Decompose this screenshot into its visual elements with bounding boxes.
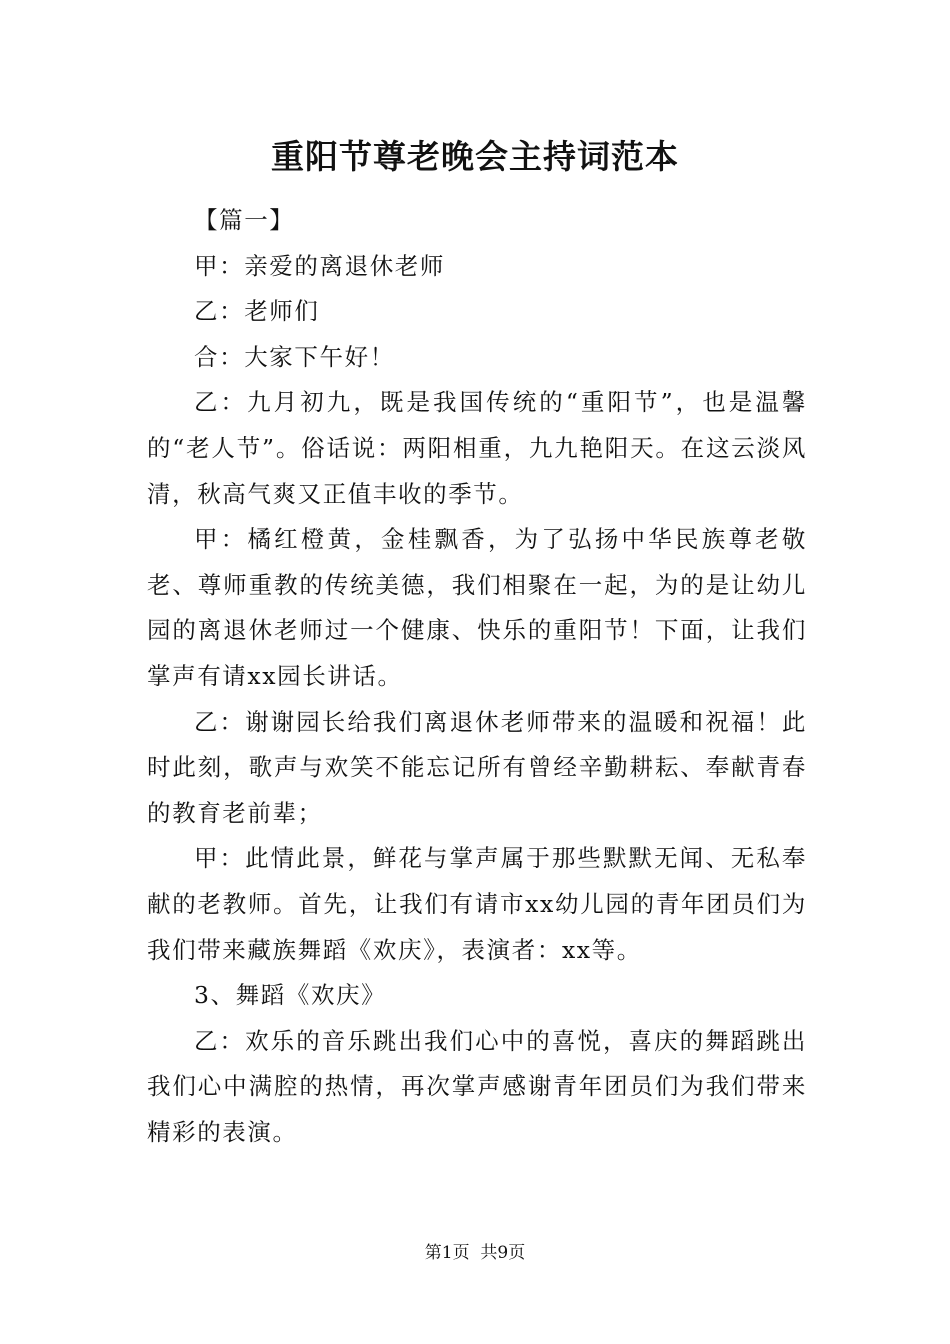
paragraph-line: 甲：橘红橙黄，金桂飘香，为了弘扬中华民族尊老敬老、尊师重教的传统美德，我们相聚在一起，为的是让幼儿园的离退休老师过一个健康、快乐的重阳节！下面，让我们掌声有请xx园长讲话。 [147, 525, 807, 690]
paragraph-line: 甲：亲爱的离退休老师 [194, 251, 445, 280]
document-body [147, 198, 807, 1155]
paragraph-line: 乙：老师们 [194, 297, 320, 326]
paragraph-line: 乙：谢谢园长给我们离退休老师带来的温暖和祝福！此时此刻，歌声与欢笑不能忘记所有曾经辛勤耕耘、奉献青春的教育老前辈； [147, 707, 807, 827]
paragraph-program-item: 3、舞蹈《欢庆》 [194, 981, 387, 1010]
page-footer: 第1页 共9页 [424, 1243, 526, 1263]
document-title: 重阳节尊老晚会主持词范本 [271, 137, 679, 176]
paragraph-line: 合：大家下午好！ [194, 342, 395, 371]
paragraph-line: 乙：欢乐的音乐跳出我们心中的喜悦，喜庆的舞蹈跳出我们心中满腔的热情，再次掌声感谢青年团员们为我们带来精彩的表演。 [147, 1026, 807, 1146]
paragraph-line: 乙：九月初九，既是我国传统的“重阳节”，也是温馨的“老人节”。俗话说：两阳相重，九九艳阳天。在这云淡风清，秋高气爽又正值丰收的季节。 [147, 388, 807, 508]
paragraph-section-heading: 【篇一】 [194, 206, 295, 234]
paragraph-line: 甲：此情此景，鲜花与掌声属于那些默默无闻、无私奉献的老教师。首先，让我们有请市xx幼儿园的青年团员们为我们带来藏族舞蹈《欢庆》，表演者：xx等。 [147, 844, 807, 964]
